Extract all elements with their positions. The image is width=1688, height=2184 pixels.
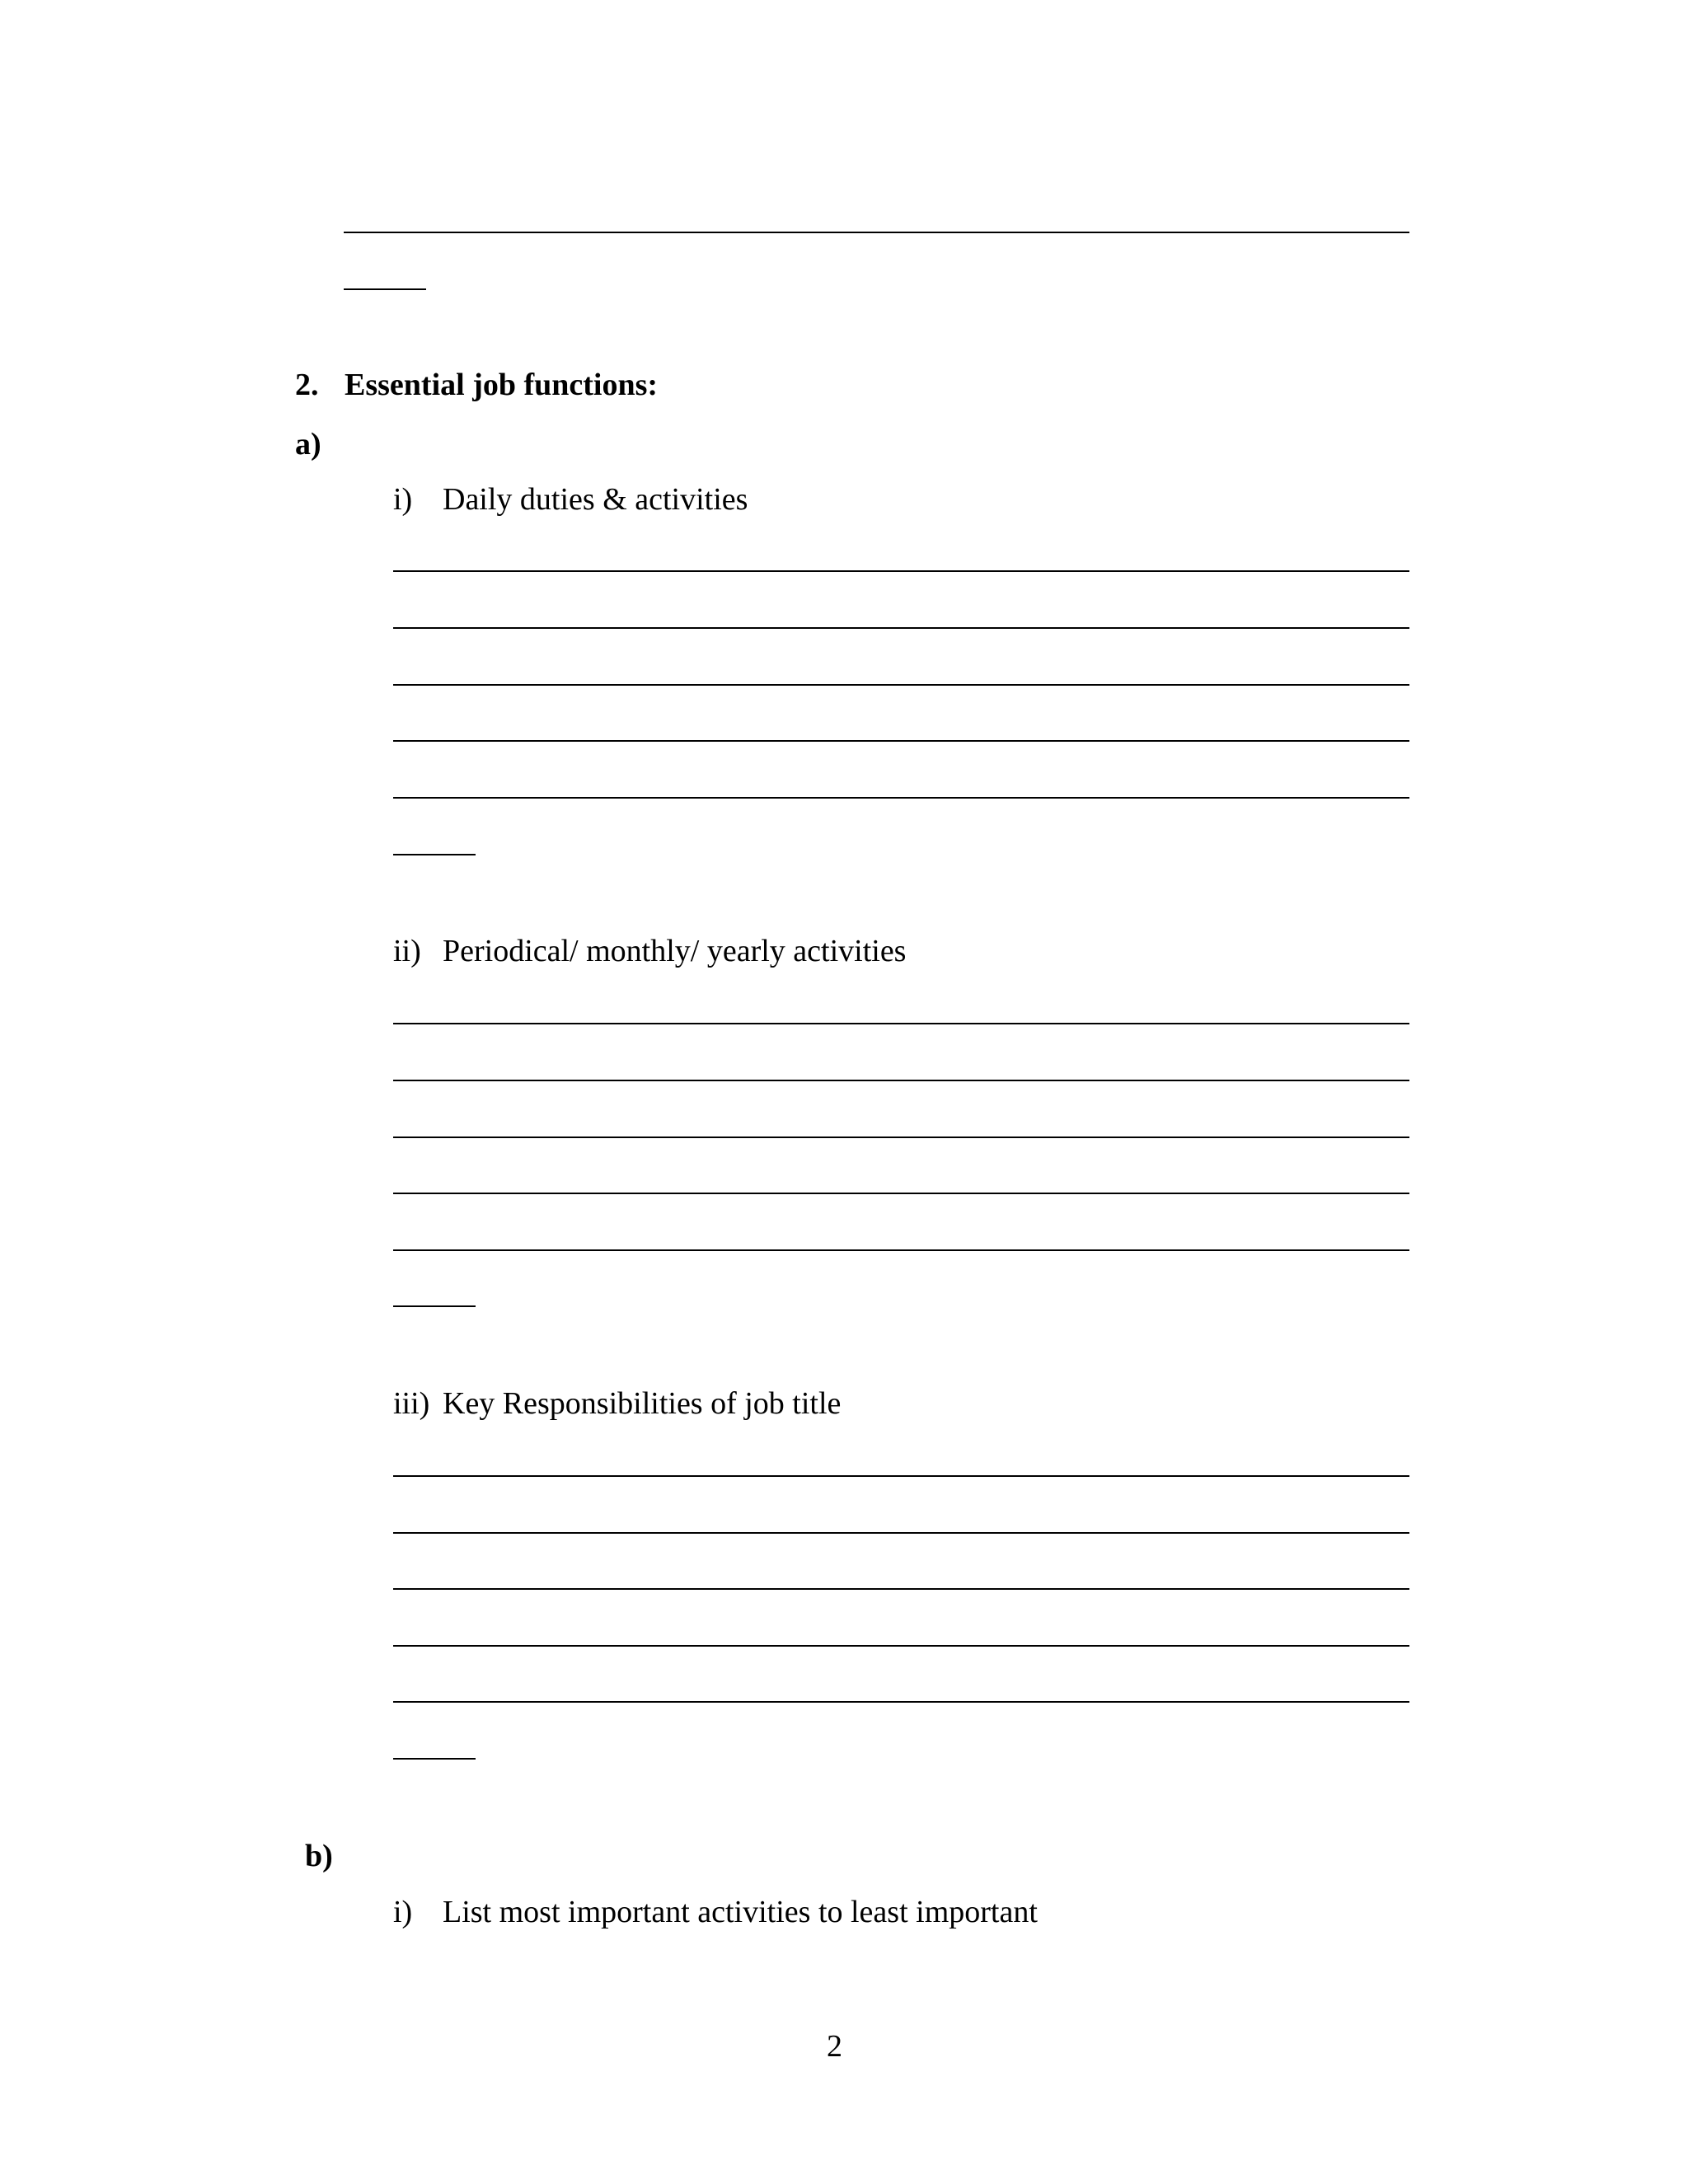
answer-line[interactable] — [393, 740, 1409, 742]
answer-line[interactable] — [393, 1080, 1409, 1081]
section-number: 2. — [295, 368, 319, 402]
item-a-i: i) Daily duties & activities — [393, 482, 748, 517]
answer-line[interactable] — [393, 1023, 1409, 1024]
answer-line-short[interactable] — [393, 1758, 476, 1760]
answer-line-short[interactable] — [344, 288, 426, 290]
answer-line[interactable] — [393, 1137, 1409, 1138]
answer-line[interactable] — [393, 797, 1409, 799]
answer-line[interactable] — [393, 1193, 1409, 1194]
answer-line[interactable] — [393, 1588, 1409, 1590]
page-number: 2 — [827, 2029, 842, 2064]
answer-line[interactable] — [393, 1701, 1409, 1703]
answer-line[interactable] — [393, 627, 1409, 629]
section-title: Essential job functions: — [345, 368, 659, 402]
answer-line[interactable] — [393, 684, 1409, 686]
answer-line-short[interactable] — [393, 854, 476, 855]
item-a-iii: iii) Key Responsibilities of job title — [393, 1386, 842, 1421]
answer-line[interactable] — [344, 232, 1409, 233]
answer-line[interactable] — [393, 1475, 1409, 1477]
answer-line[interactable] — [393, 1532, 1409, 1534]
item-a-ii: ii) Periodical/ monthly/ yearly activities — [393, 934, 907, 968]
answer-line[interactable] — [393, 1645, 1409, 1647]
section-heading — [295, 369, 658, 401]
answer-line-short[interactable] — [393, 1305, 476, 1307]
part-b-label: b) — [305, 1839, 333, 1873]
item-b-i: i) List most important activities to least important — [393, 1895, 1038, 1929]
part-a-label: a) — [295, 427, 321, 462]
answer-line[interactable] — [393, 570, 1409, 572]
answer-line[interactable] — [393, 1249, 1409, 1251]
